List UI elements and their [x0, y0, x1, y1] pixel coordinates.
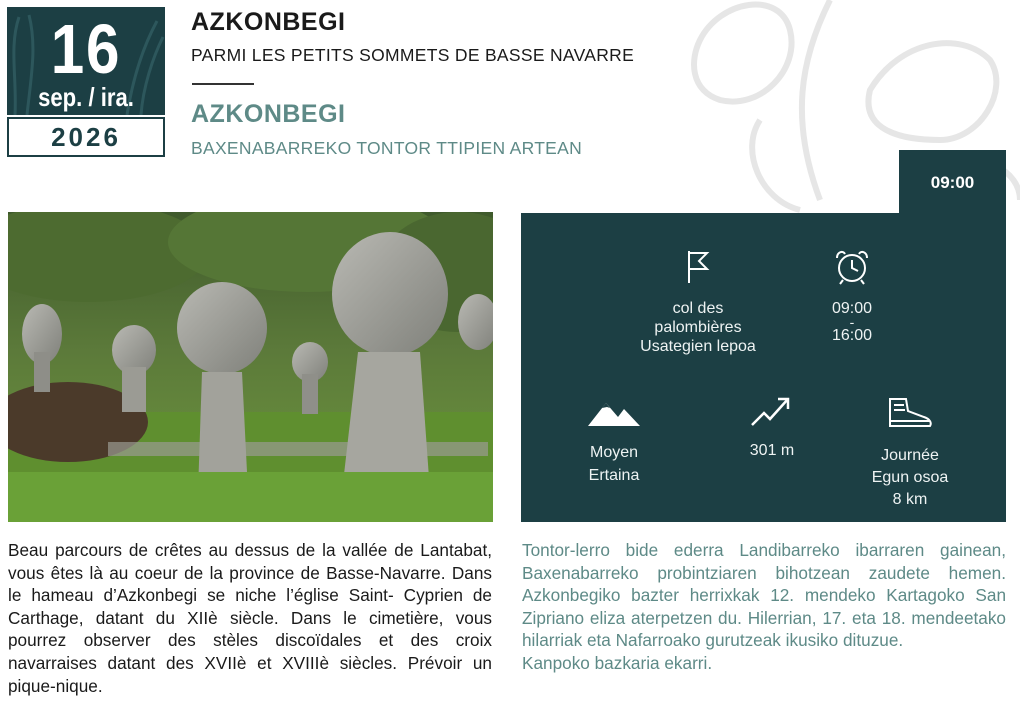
date-month: sep. / ira. — [38, 82, 134, 112]
description-fr: Beau parcours de crêtes au dessus de la vallée de Lantabat, vous êtes là au coeur de la province de Basse-Navarre. Dans le hameau d’Azkonbegi se niche l’église Saint- Cyprien de Carthage, datant du XIIè siècle. Dans le cimetière, vous pourrez observer des stèles discoïdales et des croix navarraises datant des XVIIè et XVIIIè siècles. Prévoir un pique-nique. — [8, 540, 492, 696]
cemetery-photo — [8, 212, 493, 522]
page-title-eu: AZKONBEGI — [191, 100, 346, 128]
duration — [860, 395, 960, 511]
schedule-start: 09:00 — [831, 300, 873, 317]
page-title-fr: AZKONBEGI — [191, 8, 346, 36]
elevation-value: 301 m — [749, 442, 795, 459]
date-year: 2026 — [7, 117, 165, 157]
date-header — [7, 7, 165, 115]
flag-icon — [683, 249, 713, 285]
page-subtitle-eu: BAXENABARREKO TONTOR TTIPIEN ARTEAN — [191, 138, 583, 158]
meeting-point-line-3: Usategien lepoa — [640, 338, 756, 355]
meeting-point-line-1: col des — [672, 300, 724, 317]
description-eu — [522, 539, 1006, 675]
title-divider — [192, 83, 254, 85]
duration-fr: Journée — [881, 447, 939, 464]
elevation — [722, 395, 822, 460]
difficulty-eu: Ertaina — [588, 467, 640, 484]
description-eu-note: Kanpoko bazkaria ekarri. — [522, 652, 713, 673]
difficulty — [564, 395, 664, 487]
alarm-clock-icon — [832, 249, 872, 285]
hiking-boot-icon — [886, 395, 934, 431]
date-block — [7, 7, 165, 157]
schedule-separator: - — [849, 314, 855, 330]
meeting-point-line-2: palombières — [654, 319, 742, 336]
date-day: 16 — [50, 10, 122, 88]
schedule-end: 16:00 — [831, 327, 873, 344]
meeting-point — [628, 249, 768, 356]
duration-eu: Egun osoa — [871, 469, 949, 486]
description-eu-text: Tontor-lerro bide ederra Landibarreko ibarraren gainean, Baxenabarreko probintziaren bihotzean zaudete hemen. Azkonbegiko bazter herrixkak 12. mendeko Kartagoko San Zipriano eliza aterpetzen du. Hilerrian, 17. eta 18. mendeetako hilarriak eta Nafarroako gurutzeak ikusiko dituzue. — [522, 540, 1006, 651]
schedule — [802, 249, 902, 345]
page-subtitle-fr: PARMI LES PETITS SOMMETS DE BASSE NAVARRE — [191, 45, 635, 65]
mountains-icon — [588, 395, 640, 427]
difficulty-fr: Moyen — [589, 444, 639, 461]
ascent-arrow-icon — [750, 395, 794, 427]
start-time-tab: 09:00 — [899, 150, 1006, 213]
info-panel — [521, 213, 1006, 522]
distance: 8 km — [892, 491, 928, 508]
